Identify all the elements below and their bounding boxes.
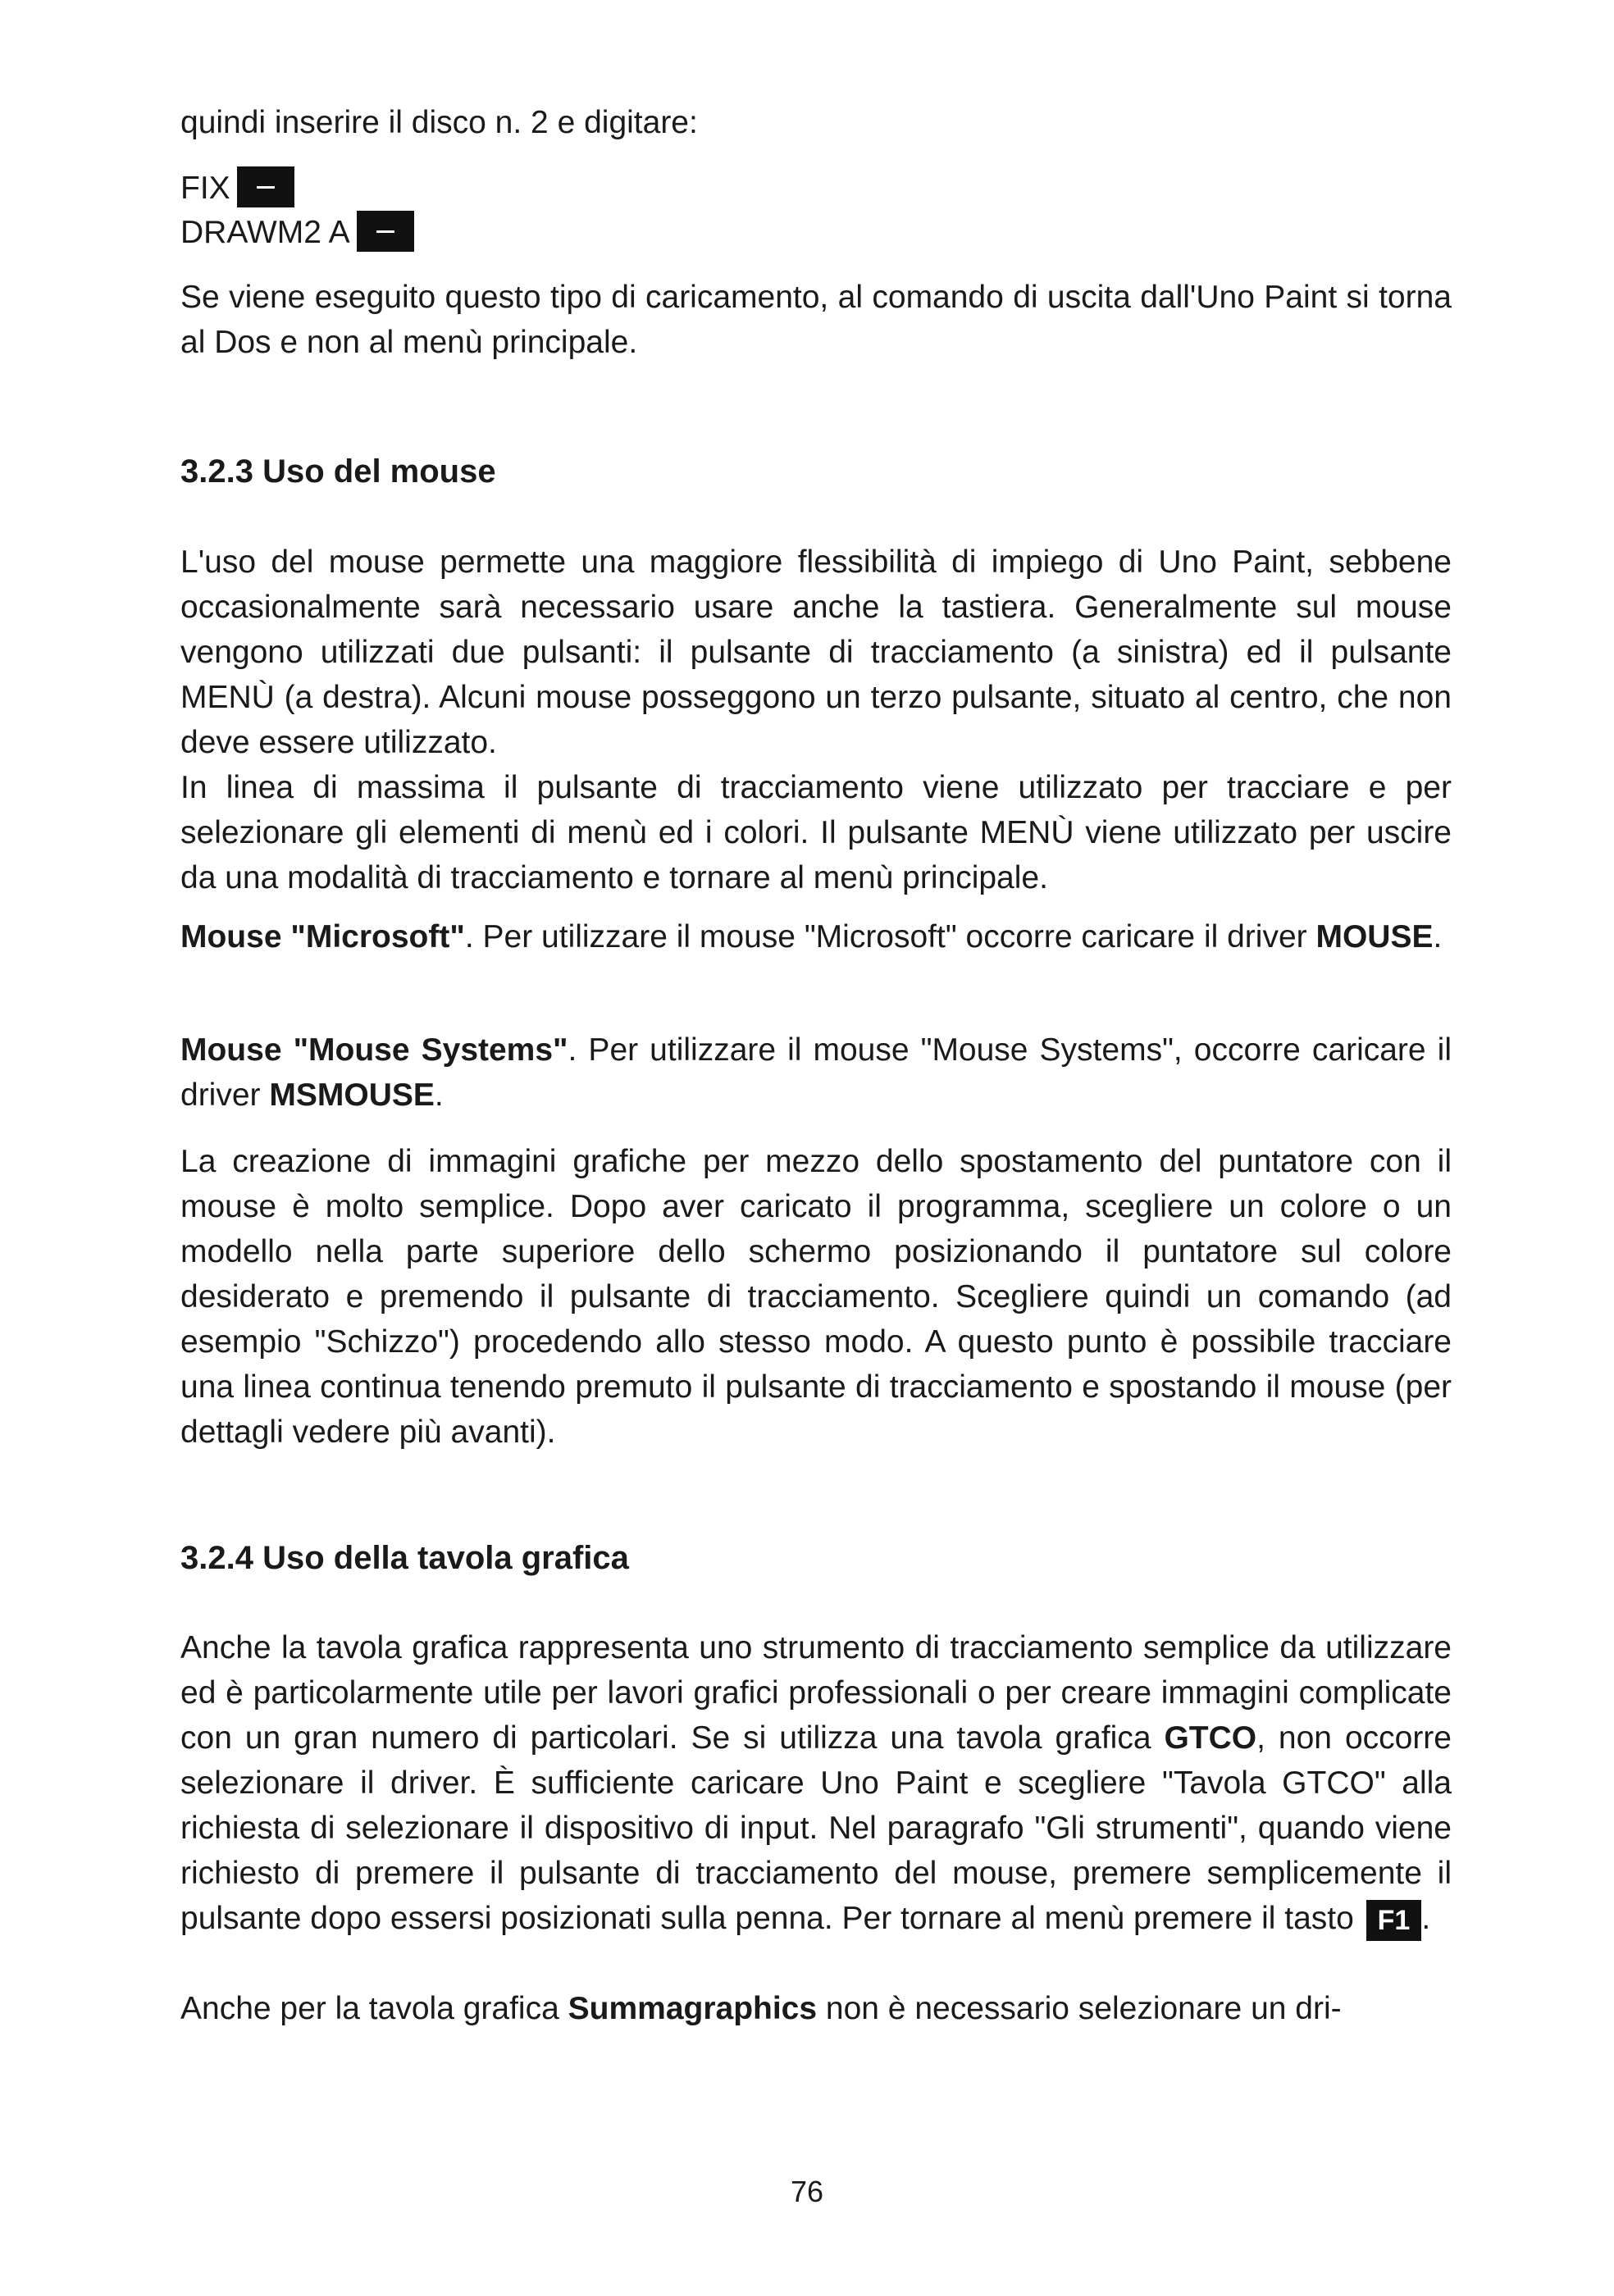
mouse-microsoft-paragraph: Mouse "Microsoft". Per utilizzare il mouse "Microsoft" occorre caricare il driver MOUSE. bbox=[180, 919, 1443, 954]
gtco-name: GTCO bbox=[1164, 1720, 1257, 1756]
enter-key-icon bbox=[357, 211, 414, 252]
mouse-microsoft-label: Mouse "Microsoft" bbox=[180, 919, 465, 954]
page-number: 76 bbox=[790, 2175, 824, 2208]
summagraphics-name: Summagraphics bbox=[568, 1991, 818, 2026]
f1-key: F1 bbox=[1366, 1900, 1422, 1941]
msmouse-driver-name: MSMOUSE bbox=[269, 1077, 435, 1113]
mouse-paragraph-3: La creazione di immagini grafiche per mezzo dello spostamento del puntatore con il mouse è molto semplice. Dopo aver caricato il programma, scegliere un colore o un modello nella parte superiore dello schermo posizionando il puntatore sul colore desiderato e premendo il pulsante di tracciamento. Scegliere quindi un comando (ad esempio "Schizzo") procedendo allo stesso modo. A questo punto è possibile tracciare una linea continua tenendo premuto il pulsante di tracciamento e spostando il mouse (per dettagli vedere più avanti). bbox=[180, 1144, 1452, 1450]
section-heading-graphics-tablet: 3.2.4 Uso della tavola grafica bbox=[180, 1540, 629, 1576]
intro-line: quindi inserire il disco n. 2 e digitare: bbox=[180, 105, 698, 140]
mouse-driver-name: MOUSE bbox=[1315, 919, 1434, 954]
tablet-paragraph-1: Anche la tavola grafica rappresenta uno strumento di tracciamento semplice da utilizzare ed è particolarmente utile per lavori grafici professionali o per creare immagini complicate con un gran numero di particolari. Se si utilizza una tavola grafica GTCO, non occorre selezionare il driver. È sufficiente caricare Uno Paint e scegliere "Tavola GTCO" alla richiesta di selezionare il dispositivo di input. Nel paragrafo "Gli strumenti", quando viene richiesto di premere il pulsante di tracciamento del mouse, premere semplicemente il pulsante dopo essersi posizionati sulla penna. Per tornare al menù premere il tasto F1 . bbox=[180, 1625, 1452, 1941]
enter-key-icon bbox=[237, 166, 294, 207]
mouse-systems-label: Mouse "Mouse Systems" bbox=[180, 1032, 568, 1068]
command-fix: FIX bbox=[180, 166, 294, 211]
mouse-paragraph-1: L'uso del mouse permette una maggiore flessibilità di impiego di Uno Paint, sebbene occasionalmente sarà necessario usare anche la tastiera. Generalmente sul mouse vengono utilizzati due pulsanti: il pulsante di tracciamento (a sinistra) ed il pulsante MENÙ (a destra). Alcuni mouse posseggono un terzo pulsante, situato al centro, che non deve essere utilizzato. bbox=[180, 544, 1452, 760]
command-drawm2: DRAWM2 A bbox=[180, 210, 414, 255]
mouse-systems-paragraph: Mouse "Mouse Systems". Per utilizzare il mouse "Mouse Systems", occorre caricare il driver MSMOUSE. bbox=[180, 1032, 1452, 1113]
intro-note: Se viene eseguito questo tipo di caricamento, al comando di uscita dall'Uno Paint si torna al Dos e non al menù principale. bbox=[180, 280, 1452, 360]
section-heading-mouse: 3.2.3 Uso del mouse bbox=[180, 453, 496, 490]
tablet-paragraph-2: Anche per la tavola grafica Summagraphics non è necessario selezionare un dri- bbox=[180, 1991, 1342, 2026]
mouse-paragraph-2: In linea di massima il pulsante di tracciamento viene utilizzato per tracciare e per selezionare gli elementi di menù ed i colori. Il pulsante MENÙ viene utilizzato per uscire da una modalità di tracciamento e tornare al menù principale. bbox=[180, 770, 1452, 895]
